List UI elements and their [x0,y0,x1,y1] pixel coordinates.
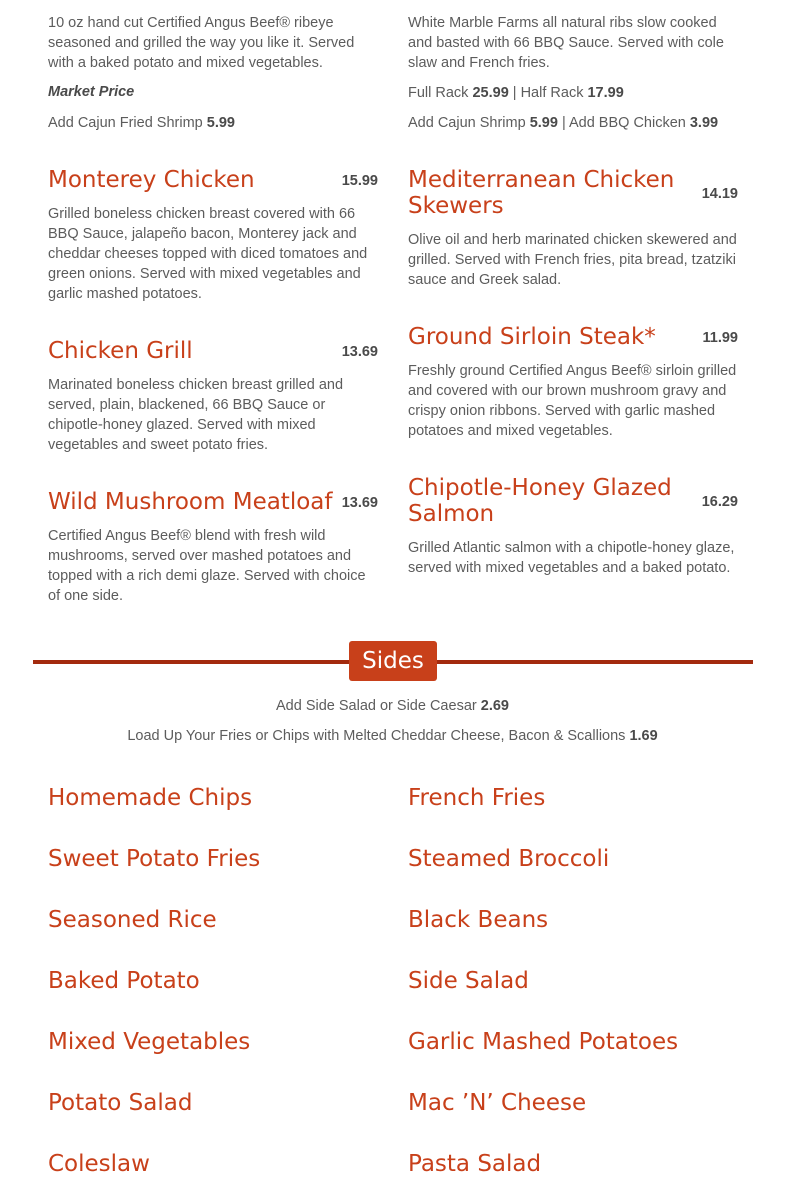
ribs-addons [408,113,718,133]
entree-description: Olive oil and herb marinated chicken skewered and grilled. Served with French fries, pita bread, tzatziki sauce and Greek salad. [408,232,737,288]
entree-price: 14.19 [701,186,738,202]
entree-description: Grilled Atlantic salmon with a chipotle-honey glaze, served with mixed vegetables and a baked potato. [408,540,735,576]
entree-title: Chicken Grill [48,338,193,364]
side-item: Pasta Salad [408,1151,542,1177]
side-item: Coleslaw [48,1151,150,1177]
entree-price: 15.99 [341,173,378,189]
side-item: Mixed Vegetables [48,1029,251,1055]
entree-description: Grilled boneless chicken breast covered with 66 BBQ Sauce, jalapeño bacon, Monterey jack and cheddar cheeses topped with diced tomatoes and green onions. Served with mixed vegetables and garlic mashed potatoes. [48,206,368,302]
cajun-shrimp-label: Add Cajun Shrimp [408,115,530,131]
half-rack-label: | Half Rack [508,85,588,101]
entree-title: Wild Mushroom Meatloaf [48,489,333,515]
load-up-note-price: 1.69 [629,728,658,744]
side-item: Garlic Mashed Potatoes [408,1029,679,1055]
entree-description: Marinated boneless chicken breast grilled and served, plain, blackened, 66 BBQ Sauce or chipotle-honey glazed. Served with mixed vegetables and sweet potato fries. [48,377,344,453]
entree-title: Monterey Chicken [48,167,255,193]
side-item: Side Salad [408,968,529,994]
side-item: Homemade Chips [48,785,253,811]
entree-price: 13.69 [341,495,378,511]
entree-description: Freshly ground Certified Angus Beef® sirloin grilled and covered with our brown mushroom gravy and crispy onion ribbons. Served with garlic mashed potatoes and mixed vegetables. [408,363,737,439]
full-rack-price: 25.99 [472,85,509,101]
market-price: Market Price [48,84,135,100]
side-item: Baked Potato [48,968,200,994]
entree-price: 16.29 [701,494,738,510]
side-item: Seasoned Rice [48,907,217,933]
bbq-chicken-label: | Add BBQ Chicken [557,115,690,131]
entree-title: Mediterranean Chicken Skewers [408,167,675,219]
side-salad-note [0,696,785,716]
side-salad-note-price: 2.69 [480,698,509,714]
cajun-shrimp-price: 5.99 [529,115,558,131]
ribeye-addon-price: 5.99 [206,115,235,131]
entree-title: Chipotle-Honey Glazed Salmon [408,475,672,527]
load-up-note [0,726,785,746]
side-item: Sweet Potato Fries [48,846,261,872]
ribeye-addon [48,113,235,133]
side-item: Potato Salad [48,1090,193,1116]
cutoff-title-left [48,0,378,4]
sides-heading: Sides [349,641,437,681]
full-rack-label: Full Rack [408,85,473,101]
ribeye-description: 10 oz hand cut Certified Angus Beef® ribeye seasoned and grilled the way you like it. Served with a baked potato and mixed vegetables. [48,15,355,71]
side-item: Black Beans [408,907,549,933]
entree-title: Ground Sirloin Steak* [408,324,656,350]
ribs-description: White Marble Farms all natural ribs slow cooked and basted with 66 BBQ Sauce. Served with cole slaw and French fries. [408,15,724,71]
entree-price: 13.69 [341,344,378,360]
side-item: Steamed Broccoli [408,846,610,872]
ribeye-addon-label: Add Cajun Fried Shrimp [48,115,207,131]
side-item: French Fries [408,785,546,811]
side-salad-note-label: Add Side Salad or Side Caesar [276,698,481,714]
ribs-prices [408,83,624,103]
bbq-chicken-price: 3.99 [689,115,719,131]
load-up-note-label: Load Up Your Fries or Chips with Melted Cheddar Cheese, Bacon & Scallions [127,728,630,744]
half-rack-price: 17.99 [587,85,624,101]
side-item: Mac ’N’ Cheese [408,1090,587,1116]
entree-price: 11.99 [702,330,738,346]
entree-description: Certified Angus Beef® blend with fresh wild mushrooms, served over mashed potatoes and topped with a rich demi glaze. Served with choice of one side. [48,528,366,604]
